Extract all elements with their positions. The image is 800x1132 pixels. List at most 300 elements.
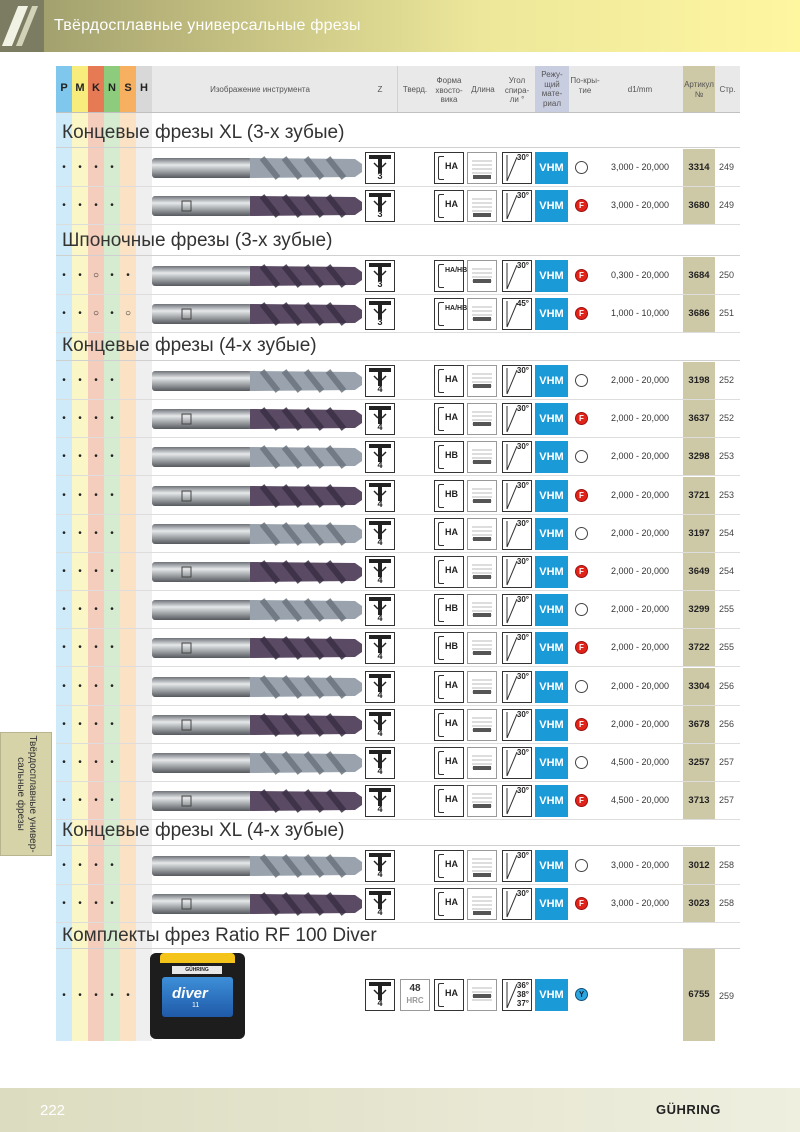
shank-bar bbox=[438, 264, 444, 288]
shank-form: HA bbox=[445, 794, 458, 805]
material-mark: • bbox=[110, 604, 114, 616]
end-mill-image bbox=[150, 749, 378, 777]
shank-form-icon bbox=[434, 979, 464, 1011]
header-coating: По-кры-тие bbox=[570, 76, 600, 95]
shank-bar bbox=[438, 675, 444, 699]
length-icon bbox=[467, 709, 497, 741]
header-z: Z bbox=[377, 85, 383, 94]
article-number[interactable]: 3012 bbox=[683, 847, 715, 885]
material-mark: • bbox=[78, 990, 82, 1001]
cutting-material-badge: VHM bbox=[535, 785, 568, 817]
material-mark: • bbox=[110, 642, 114, 654]
diameter-range: 2,000 - 20,000 bbox=[610, 489, 670, 500]
table-row[interactable] bbox=[0, 477, 800, 515]
header-length: Длина bbox=[471, 85, 495, 94]
page-reference[interactable]: 259 bbox=[719, 991, 735, 1001]
diameter-range: 2,000 - 20,000 bbox=[610, 375, 670, 385]
shank-form-icon bbox=[434, 441, 464, 473]
material-mark: • bbox=[62, 898, 66, 910]
row-divider bbox=[56, 332, 740, 333]
page-reference[interactable]: 253 bbox=[719, 489, 735, 500]
table-row[interactable] bbox=[0, 553, 800, 591]
end-mill-image bbox=[150, 890, 378, 918]
coating-badge: F bbox=[575, 794, 588, 807]
material-mark: • bbox=[62, 451, 66, 463]
material-mark: • bbox=[126, 990, 130, 1001]
material-mark: • bbox=[94, 604, 98, 616]
page-reference[interactable]: 257 bbox=[719, 757, 735, 767]
cutting-material-badge: VHM bbox=[535, 480, 568, 512]
material-mark: • bbox=[110, 489, 114, 501]
teeth-count-icon bbox=[365, 152, 395, 184]
section-title: Шпоночные фрезы (3-х зубые) bbox=[62, 230, 333, 251]
helix-angle: 30° bbox=[516, 153, 529, 162]
teeth-count-icon bbox=[365, 518, 395, 550]
teeth-count: 4 bbox=[377, 422, 383, 433]
material-mark: • bbox=[94, 527, 98, 539]
end-mill-image bbox=[150, 711, 378, 739]
coating-badge bbox=[575, 374, 588, 387]
material-mark: • bbox=[78, 308, 82, 320]
shank-bar bbox=[438, 194, 444, 218]
diameter-range: 2,000 - 20,000 bbox=[610, 680, 670, 691]
material-mark: • bbox=[62, 375, 66, 386]
material-mark: • bbox=[62, 642, 66, 654]
length-icon bbox=[467, 556, 497, 588]
teeth-count: 4 bbox=[377, 689, 383, 700]
shank-form-icon bbox=[434, 709, 464, 741]
shank-bar bbox=[438, 854, 444, 878]
material-mark: • bbox=[62, 860, 66, 871]
shank-form: HA bbox=[445, 988, 458, 998]
end-mill-image bbox=[150, 443, 378, 471]
shank-form: HA/HB bbox=[445, 267, 468, 274]
material-mark: • bbox=[78, 527, 82, 539]
material-mark: • bbox=[62, 566, 66, 577]
cutting-material-badge: VHM bbox=[535, 632, 568, 664]
table-row[interactable] bbox=[0, 400, 800, 438]
material-mark: • bbox=[126, 270, 130, 281]
length-icon bbox=[467, 979, 497, 1011]
material-mark: • bbox=[110, 718, 114, 730]
table-row[interactable] bbox=[0, 782, 800, 820]
shank-form-icon bbox=[434, 671, 464, 703]
teeth-count: 4 bbox=[377, 498, 383, 509]
header-article: Артикул № bbox=[684, 80, 714, 99]
shank-bar bbox=[438, 302, 444, 326]
article-number[interactable]: 3198 bbox=[683, 362, 715, 400]
article-number[interactable]: 3314 bbox=[683, 149, 715, 187]
length-icon bbox=[467, 152, 497, 184]
teeth-count: 4 bbox=[377, 727, 383, 738]
teeth-count: 4 bbox=[377, 460, 383, 471]
case-brand: GÜHRING bbox=[172, 966, 222, 974]
table-row-kit[interactable] bbox=[0, 949, 800, 1041]
material-mark: • bbox=[78, 270, 82, 281]
article-number[interactable]: 3721 bbox=[683, 477, 715, 515]
coating-badge: F bbox=[575, 489, 588, 502]
shank-form-icon bbox=[434, 480, 464, 512]
length-icon bbox=[467, 518, 497, 550]
material-mark: • bbox=[78, 718, 82, 730]
shank-bar bbox=[438, 407, 444, 431]
teeth-count-icon bbox=[365, 365, 395, 397]
material-mark: ○ bbox=[92, 308, 100, 320]
length-icon bbox=[467, 632, 497, 664]
teeth-count: 4 bbox=[377, 651, 383, 662]
page-reference[interactable]: 251 bbox=[719, 308, 735, 319]
material-mark: • bbox=[110, 795, 114, 807]
end-mill-image bbox=[150, 673, 378, 701]
shank-bar bbox=[438, 983, 444, 1007]
page-title: Твёрдосплавные универсальные фрезы bbox=[54, 17, 361, 34]
shank-form: HA bbox=[445, 717, 458, 728]
coating-badge: F bbox=[575, 269, 588, 282]
header-shank: Форма хвосто-вика bbox=[435, 76, 463, 104]
helix-angle-icon bbox=[502, 850, 532, 882]
case-label-text: diver bbox=[172, 985, 208, 1002]
cutting-material-badge: VHM bbox=[535, 518, 568, 550]
table-row[interactable] bbox=[0, 515, 800, 553]
article-number[interactable]: 3257 bbox=[683, 744, 715, 782]
shank-bar bbox=[438, 445, 444, 469]
table-row[interactable] bbox=[0, 149, 800, 187]
teeth-count: 4 bbox=[377, 613, 383, 624]
section-divider bbox=[56, 845, 740, 846]
article-number[interactable]: 3298 bbox=[683, 438, 715, 476]
table-row[interactable] bbox=[0, 885, 800, 923]
material-mark: • bbox=[94, 413, 98, 425]
page-reference[interactable]: 258 bbox=[719, 898, 735, 909]
material-mark: ○ bbox=[124, 308, 132, 320]
material-mark: • bbox=[94, 860, 98, 871]
shank-form: HA bbox=[445, 374, 458, 384]
teeth-count: 3 bbox=[377, 317, 383, 328]
shank-form: HB bbox=[445, 450, 458, 461]
page-reference[interactable]: 256 bbox=[719, 718, 735, 729]
teeth-count-icon bbox=[365, 671, 395, 703]
material-mark: • bbox=[78, 604, 82, 616]
section-title: Концевые фрезы XL (3-х зубые) bbox=[62, 122, 345, 143]
chapter-logo-icon bbox=[0, 0, 44, 52]
material-mark: • bbox=[62, 489, 66, 501]
shank-form-icon bbox=[434, 152, 464, 184]
diameter-range: 2,000 - 20,000 bbox=[610, 718, 670, 729]
material-mark: • bbox=[62, 718, 66, 730]
table-row[interactable] bbox=[0, 668, 800, 706]
article-number[interactable]: 3299 bbox=[683, 591, 715, 629]
helix-angle: 36° bbox=[516, 981, 529, 990]
teeth-count-icon bbox=[365, 480, 395, 512]
header-material-h: H bbox=[140, 82, 148, 94]
section-divider bbox=[56, 147, 740, 148]
end-mill-image bbox=[150, 154, 378, 182]
helix-angle-icon bbox=[502, 785, 532, 817]
shank-form-icon bbox=[434, 403, 464, 435]
coating-badge bbox=[575, 527, 588, 540]
cutting-material-badge: VHM bbox=[535, 888, 568, 920]
page-reference[interactable]: 252 bbox=[719, 413, 735, 424]
brand-logo: GÜHRING bbox=[656, 1102, 721, 1117]
table-row[interactable] bbox=[0, 438, 800, 476]
article-number[interactable]: 3023 bbox=[683, 885, 715, 923]
end-mill-image bbox=[150, 367, 378, 395]
helix-angle: 37° bbox=[516, 999, 529, 1008]
article-number[interactable]: 3713 bbox=[683, 782, 715, 820]
material-mark: • bbox=[78, 489, 82, 501]
article-number[interactable]: 3680 bbox=[683, 187, 715, 225]
teeth-count-icon bbox=[365, 298, 395, 330]
length-icon bbox=[467, 365, 497, 397]
shank-form: HA bbox=[445, 859, 458, 869]
helix-angle: 30° bbox=[516, 595, 529, 605]
shank-form: HB bbox=[445, 603, 458, 614]
section-title: Концевые фрезы XL (4-х зубые) bbox=[62, 820, 345, 841]
header-helix: Угол спира-ли ° bbox=[504, 76, 530, 104]
cutting-material-badge: VHM bbox=[535, 747, 568, 779]
material-mark: • bbox=[62, 990, 66, 1001]
length-icon bbox=[467, 298, 497, 330]
header-cutting-material: Режу-щий мате-риал bbox=[541, 70, 563, 108]
diameter-range: 2,000 - 20,000 bbox=[610, 451, 670, 462]
helix-angle: 30° bbox=[516, 709, 529, 719]
teeth-count-icon bbox=[365, 632, 395, 664]
coating-badge bbox=[575, 450, 588, 463]
material-mark: • bbox=[78, 680, 82, 692]
shank-form-icon bbox=[434, 747, 464, 779]
end-mill-image bbox=[150, 405, 378, 433]
page-number: 222 bbox=[40, 1102, 66, 1119]
article-number[interactable]: 3686 bbox=[683, 295, 715, 333]
page-reference[interactable]: 256 bbox=[719, 680, 735, 691]
helix-angle-icon bbox=[502, 298, 532, 330]
shank-form: HB bbox=[445, 488, 458, 499]
article-number[interactable]: 3637 bbox=[683, 400, 715, 438]
coating-badge bbox=[575, 603, 588, 616]
diameter-range: 2,000 - 20,000 bbox=[610, 413, 670, 424]
header-material-k: K bbox=[92, 82, 100, 94]
teeth-count: 4 bbox=[377, 804, 383, 815]
end-mill-image bbox=[150, 262, 378, 290]
table-row[interactable] bbox=[0, 847, 800, 885]
material-mark: • bbox=[62, 270, 66, 281]
cutting-material-badge: VHM bbox=[535, 441, 568, 473]
end-mill-image bbox=[150, 634, 378, 662]
page-reference[interactable]: 254 bbox=[719, 566, 735, 576]
cutting-material-badge: VHM bbox=[535, 152, 568, 184]
cutting-material-badge: VHM bbox=[535, 850, 568, 882]
teeth-count-icon bbox=[365, 888, 395, 920]
material-mark: • bbox=[78, 860, 82, 871]
material-mark: • bbox=[110, 200, 114, 212]
shank-form: HA/HB bbox=[445, 305, 468, 313]
page-reference[interactable]: 255 bbox=[719, 642, 735, 653]
helix-angle: 30° bbox=[516, 671, 529, 681]
table-row[interactable] bbox=[0, 629, 800, 667]
shank-form: HA bbox=[445, 679, 458, 690]
teeth-count: 3 bbox=[377, 209, 383, 220]
cutting-material-badge: VHM bbox=[535, 709, 568, 741]
material-mark: • bbox=[78, 200, 82, 212]
teeth-count: 4 bbox=[377, 766, 383, 776]
diameter-range: 2,000 - 20,000 bbox=[610, 642, 670, 653]
shank-form-icon bbox=[434, 365, 464, 397]
table-row[interactable] bbox=[0, 591, 800, 629]
material-mark: • bbox=[62, 413, 66, 425]
shank-bar bbox=[438, 713, 444, 737]
cutting-material-badge: VHM bbox=[535, 365, 568, 397]
cutting-material-badge: VHM bbox=[535, 671, 568, 703]
material-mark: • bbox=[94, 680, 98, 692]
helix-angle-icon bbox=[502, 190, 532, 222]
case-label bbox=[162, 977, 233, 1017]
shank-form-icon bbox=[434, 190, 464, 222]
length-icon bbox=[467, 785, 497, 817]
cutting-material-badge: VHM bbox=[535, 556, 568, 588]
table-row[interactable] bbox=[0, 744, 800, 782]
page-reference[interactable]: 255 bbox=[719, 604, 735, 615]
table-row[interactable] bbox=[0, 187, 800, 225]
coating-badge: Y bbox=[575, 988, 588, 1001]
material-mark: • bbox=[110, 757, 114, 768]
material-mark: • bbox=[62, 604, 66, 616]
teeth-count: 4 bbox=[377, 536, 383, 547]
shank-bar bbox=[438, 369, 444, 393]
material-mark: • bbox=[78, 795, 82, 807]
material-mark: ○ bbox=[92, 270, 100, 281]
page-reference[interactable]: 249 bbox=[719, 162, 735, 172]
teeth-count-icon bbox=[365, 594, 395, 626]
material-mark: • bbox=[78, 566, 82, 577]
coating-badge: F bbox=[575, 718, 588, 731]
material-mark: • bbox=[110, 990, 114, 1001]
teeth-count: 4 bbox=[377, 998, 383, 1008]
material-mark: • bbox=[62, 680, 66, 692]
length-icon bbox=[467, 403, 497, 435]
diameter-range: 3,000 - 20,000 bbox=[610, 898, 670, 909]
header-page: Стр. bbox=[719, 85, 736, 94]
material-mark: • bbox=[62, 162, 66, 173]
length-icon bbox=[467, 594, 497, 626]
page-reference[interactable]: 257 bbox=[719, 795, 735, 806]
article-number[interactable]: 3304 bbox=[683, 668, 715, 706]
table-row[interactable] bbox=[0, 295, 800, 333]
table-row[interactable] bbox=[0, 706, 800, 744]
teeth-count-icon bbox=[365, 747, 395, 779]
page-reference[interactable]: 254 bbox=[719, 527, 735, 538]
shank-bar bbox=[438, 560, 444, 584]
teeth-count-icon bbox=[365, 441, 395, 473]
length-icon bbox=[467, 260, 497, 292]
helix-angle-icon bbox=[502, 671, 532, 703]
material-mark: • bbox=[62, 757, 66, 768]
page-reference[interactable]: 253 bbox=[719, 451, 735, 462]
teeth-count-icon bbox=[365, 190, 395, 222]
helix-angle-icon bbox=[502, 365, 532, 397]
coating-badge: F bbox=[575, 199, 588, 212]
teeth-count: 4 bbox=[377, 575, 383, 585]
teeth-count: 4 bbox=[377, 907, 383, 918]
end-mill-image bbox=[150, 787, 378, 815]
page-reference[interactable]: 250 bbox=[719, 270, 735, 280]
shank-form-icon bbox=[434, 298, 468, 330]
shank-bar bbox=[438, 484, 444, 508]
table-row[interactable] bbox=[0, 257, 800, 295]
material-mark: • bbox=[78, 162, 82, 173]
table-row[interactable] bbox=[0, 362, 800, 400]
material-mark: • bbox=[110, 162, 114, 173]
material-mark: • bbox=[94, 451, 98, 463]
article-number[interactable]: 3649 bbox=[683, 553, 715, 591]
teeth-count: 3 bbox=[377, 171, 383, 181]
coating-badge bbox=[575, 161, 588, 174]
end-mill-image bbox=[150, 300, 378, 328]
header-image: Изображение инструмента bbox=[210, 85, 310, 94]
material-mark: • bbox=[78, 375, 82, 386]
material-mark: • bbox=[78, 451, 82, 463]
helix-angle: 30° bbox=[516, 404, 529, 414]
helix-angle: 30° bbox=[516, 442, 529, 452]
diameter-range: 4,500 - 20,000 bbox=[610, 757, 670, 767]
page-reference[interactable]: 258 bbox=[719, 860, 735, 870]
teeth-count: 4 bbox=[377, 384, 383, 394]
shank-bar bbox=[438, 892, 444, 916]
shank-bar bbox=[438, 156, 444, 180]
length-icon bbox=[467, 671, 497, 703]
page-reference[interactable]: 249 bbox=[719, 200, 735, 211]
teeth-count-icon bbox=[365, 979, 395, 1011]
case-handle bbox=[160, 953, 235, 963]
helix-angle: 30° bbox=[516, 851, 529, 860]
chapter-side-tab-label: Твёрдосплавные универ-сальные фрезы bbox=[15, 735, 38, 853]
top-banner bbox=[0, 0, 800, 52]
case-label-sub: 11 bbox=[192, 1002, 200, 1009]
end-mill-image bbox=[150, 520, 378, 548]
end-mill-image bbox=[150, 852, 378, 880]
helix-angle-icon bbox=[502, 594, 532, 626]
teeth-count-icon bbox=[365, 850, 395, 882]
material-mark: • bbox=[94, 642, 98, 654]
coating-badge: F bbox=[575, 412, 588, 425]
shank-bar bbox=[438, 598, 444, 622]
helix-angle: 30° bbox=[516, 261, 529, 270]
article-number[interactable]: 6755 bbox=[683, 949, 715, 1041]
diameter-range: 0,300 - 20,000 bbox=[610, 270, 670, 280]
diameter-range: 4,500 - 20,000 bbox=[610, 795, 670, 806]
teeth-count-icon bbox=[365, 403, 395, 435]
helix-angle-icon bbox=[502, 556, 532, 588]
shank-form-icon bbox=[434, 518, 464, 550]
page-reference[interactable]: 252 bbox=[719, 375, 735, 385]
cutting-material-badge: VHM bbox=[535, 190, 568, 222]
shank-form: HA bbox=[445, 412, 458, 423]
helix-angle-icon bbox=[502, 152, 532, 184]
shank-form-icon bbox=[434, 260, 468, 292]
helix-angle-icon bbox=[502, 632, 532, 664]
article-number[interactable]: 3684 bbox=[683, 257, 715, 295]
article-number[interactable]: 3722 bbox=[683, 629, 715, 667]
helix-angle-icon bbox=[502, 260, 532, 292]
article-number[interactable]: 3678 bbox=[683, 706, 715, 744]
header-material-n: N bbox=[108, 82, 116, 94]
material-mark: • bbox=[110, 308, 114, 320]
material-mark: • bbox=[94, 757, 98, 768]
diver-kit-case-image bbox=[150, 953, 245, 1039]
diameter-range: 2,000 - 20,000 bbox=[610, 527, 670, 538]
article-number[interactable]: 3197 bbox=[683, 515, 715, 553]
hardness-value: 48 bbox=[409, 983, 421, 994]
material-mark: • bbox=[110, 270, 114, 281]
